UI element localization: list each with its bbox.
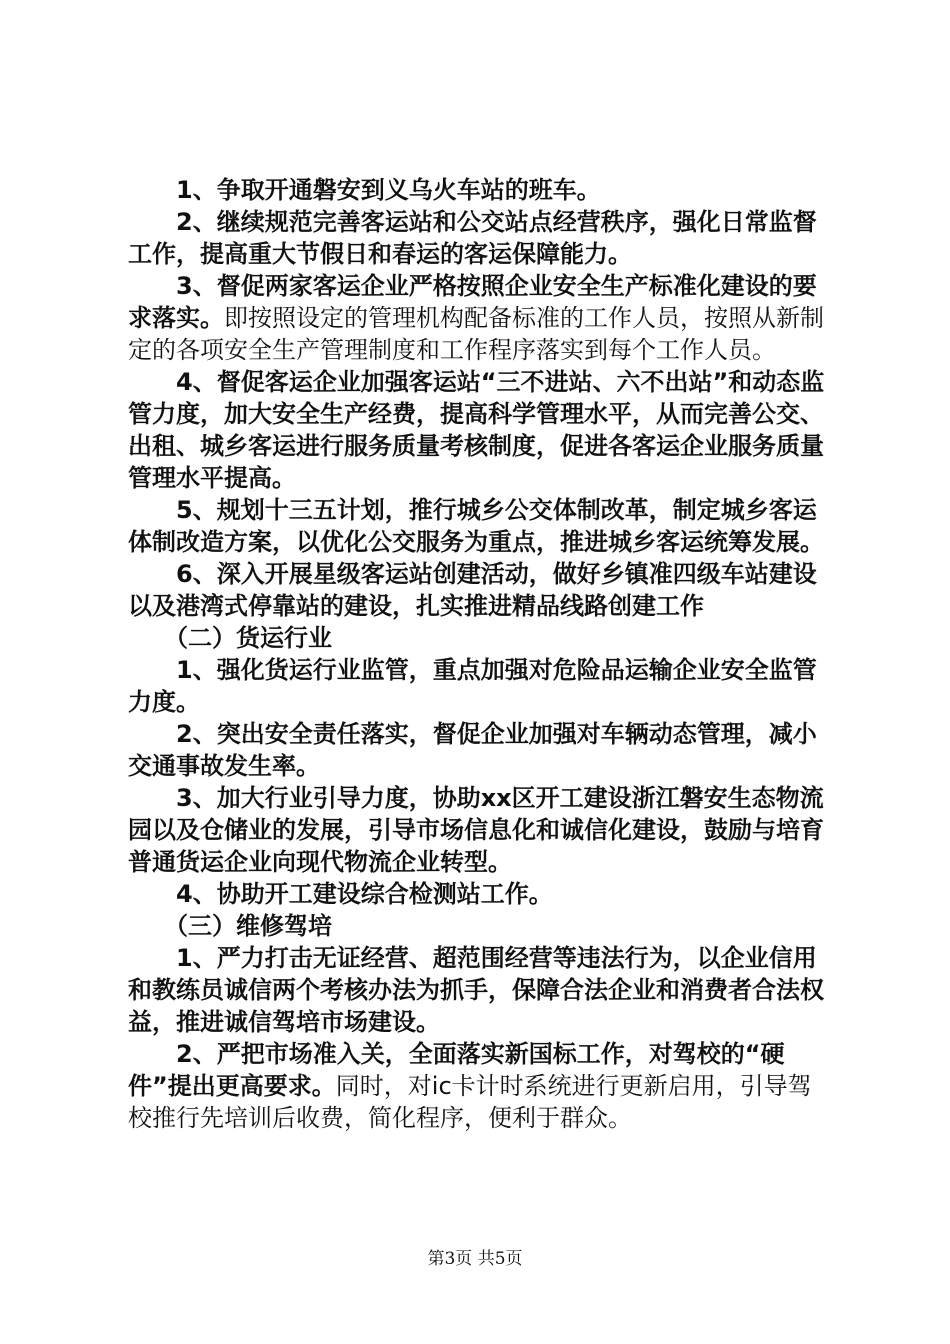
item-text-light: 同时，对ic卡计时系统进行更新启用，引导驾校推行先培训后收费，简化程序，便利于群众。 xyxy=(128,1072,812,1132)
section-heading-repair: （三）维修驾培 xyxy=(164,912,332,940)
repair-item-1 xyxy=(128,942,834,1038)
section-heading-freight: （二）货运行业 xyxy=(164,624,332,652)
item-text: 5、规划十三五计划，推行城乡公交体制改革，制定城乡客运体制改造方案，以优化公交服务为重点，推进城乡客运统筹发展。 xyxy=(128,496,824,556)
page-number-footer: 第3页 共5页 xyxy=(427,1249,523,1269)
item-text-bold: 3、督促两家客运企业严格按照企业安全生产标准化建设的要求落实。 xyxy=(128,272,817,332)
document-body xyxy=(128,174,834,1134)
passenger-item-5 xyxy=(128,494,834,558)
passenger-item-1 xyxy=(128,174,834,206)
item-text-bold: 2、严把市场准入关，全面落实新国标工作，对驾校的“硬件”提出更高要求。 xyxy=(128,1040,785,1100)
passenger-item-3 xyxy=(128,270,834,366)
freight-item-4 xyxy=(128,878,834,910)
freight-item-2 xyxy=(128,718,834,782)
freight-item-1 xyxy=(128,654,834,718)
item-text: 1、强化货运行业监管，重点加强对危险品运输企业安全监管力度。 xyxy=(128,656,817,716)
item-text: 4、协助开工建设综合检测站工作。 xyxy=(176,880,553,908)
item-text: 2、继续规范完善客运站和公交站点经营秩序，强化日常监督工作，提高重大节假日和春运的客运保障能力。 xyxy=(128,208,817,268)
passenger-item-2 xyxy=(128,206,834,270)
passenger-item-6 xyxy=(128,558,834,622)
item-text: 3、加大行业引导力度，协助xx区开工建设浙江磐安生态物流园以及仓储业的发展，引导市场信息化和诚信化建设，鼓励与培育普通货运企业向现代物流企业转型。 xyxy=(128,784,824,876)
item-text-light: 即按照设定的管理机构配备标准的工作人员，按照从新制定的各项安全生产管理制度和工作程序落实到每个工作人员。 xyxy=(128,304,824,364)
item-text: 2、突出安全责任落实，督促企业加强对车辆动态管理，减小交通事故发生率。 xyxy=(128,720,817,780)
item-text: 4、督促客运企业加强客运站“三不进站、六不出站”和动态监管力度，加大安全生产经费，提高科学管理水平，从而完善公交、出租、城乡客运进行服务质量考核制度，促进各客运企业服务质量管理水平提高。 xyxy=(128,368,825,492)
item-text: 1、严力打击无证经营、超范围经营等违法行为，以企业信用和教练员诚信两个考核办法为抓手，保障合法企业和消费者合法权益，推进诚信驾培市场建设。 xyxy=(128,944,824,1036)
repair-item-2 xyxy=(128,1038,834,1134)
passenger-item-4 xyxy=(128,366,834,494)
item-text: 6、深入开展星级客运站创建活动，做好乡镇准四级车站建设以及港湾式停靠站的建设，扎实推进精品线路创建工作 xyxy=(128,560,817,620)
item-text: 1、争取开通磐安到义乌火车站的班车。 xyxy=(176,176,601,204)
freight-item-3 xyxy=(128,782,834,878)
